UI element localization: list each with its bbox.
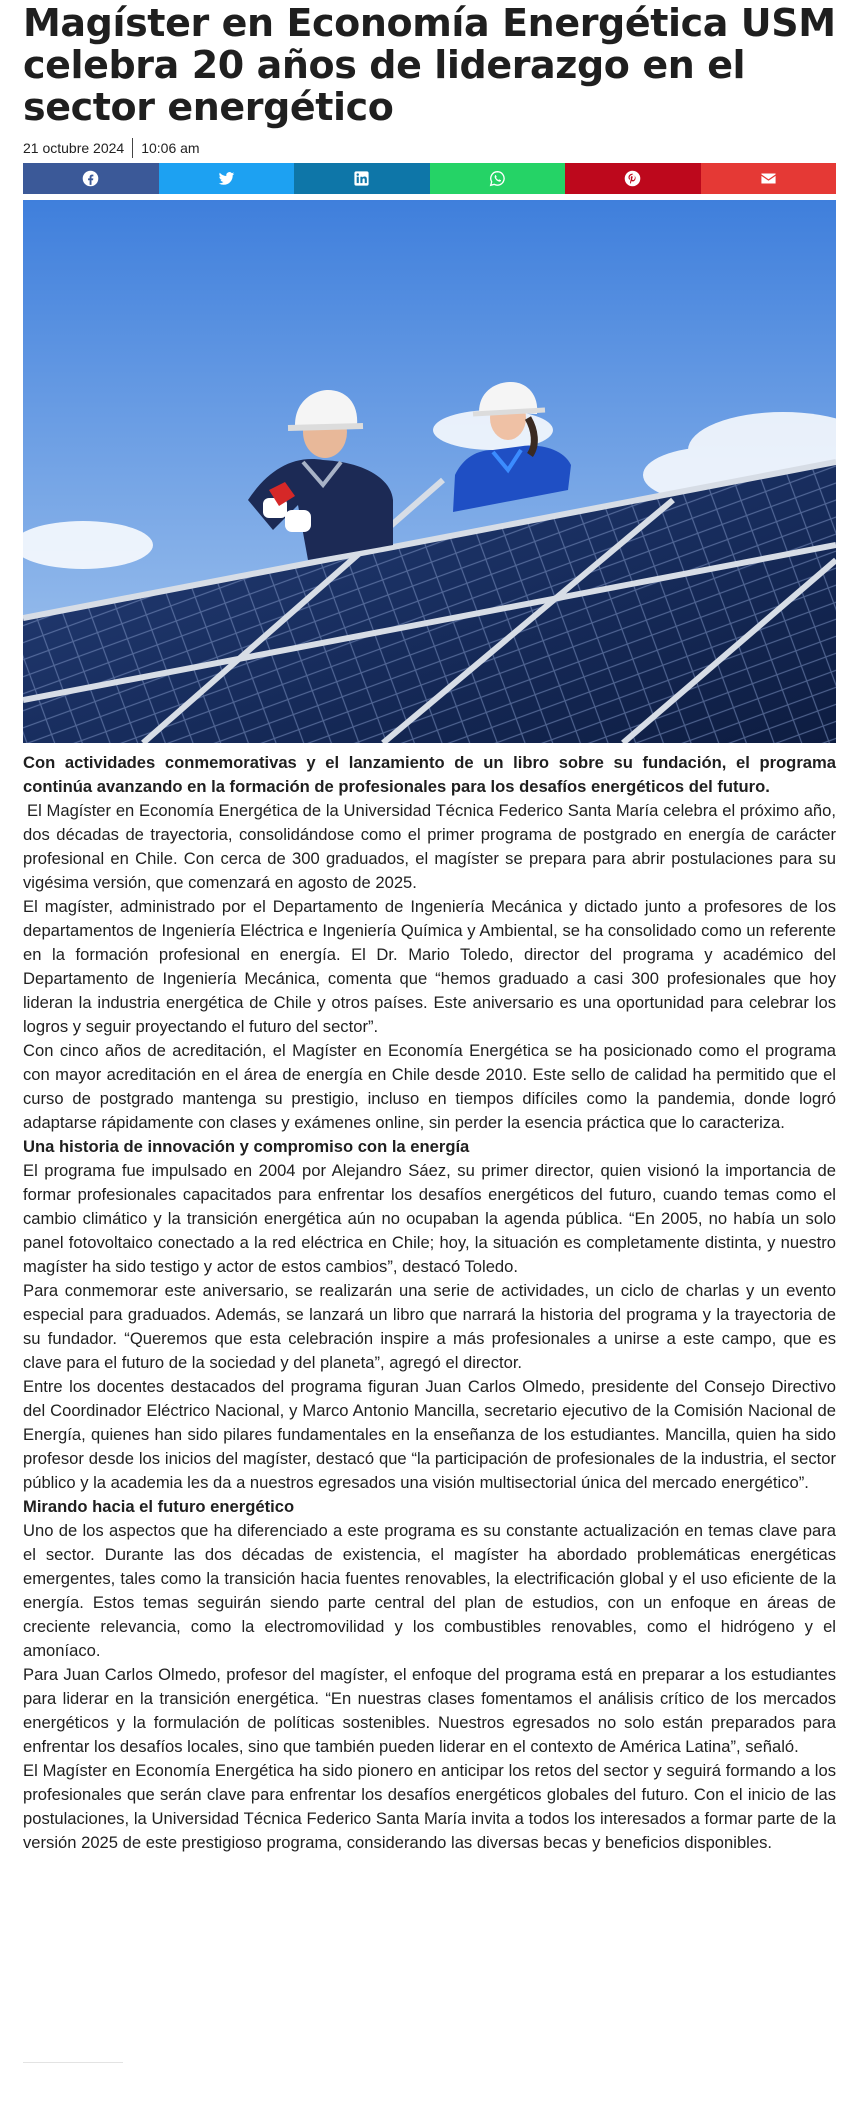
article-paragraph: El Magíster en Economía Energética de la Universidad Técnica Federico Santa María celebra el próximo año, dos décadas de trayectoria, consolidándose como el primer programa de postgrado en energía de carácter profesional en Chile. Con cerca de 300 graduados, el magíster se prepara para abrir postulaciones para su vigésima versión, que comenzará en agosto de 2025. [23, 801, 836, 892]
article-time: 10:06 am [141, 140, 200, 156]
footer-divider [23, 2062, 123, 2063]
email-icon [760, 170, 777, 187]
share-pinterest-button[interactable] [565, 163, 701, 194]
article-paragraph: Para Juan Carlos Olmedo, profesor del magíster, el enfoque del programa está en preparar a los estudiantes para liderar en la transición energética. “En nuestras clases fomentamos el análisis crítico de los mercados energéticos y la formulación de políticas sostenibles. Nuestros egresados no solo están preparados para enfrentar los desafíos locales, sino que también pueden liderar en el contexto de América Latina”, señaló. [23, 1665, 836, 1756]
section-heading-history: Una historia de innovación y compromiso con la energía [23, 1137, 470, 1156]
facebook-icon [82, 170, 99, 187]
article-body [23, 751, 836, 1855]
hero-image [23, 200, 836, 743]
article-paragraph: Uno de los aspectos que ha diferenciado a este programa es su constante actualización en temas clave para el sector. Durante las dos décadas de existencia, el magíster ha abordado problemáticas energéticas emergentes, tales como la transición hacia fuentes renovables, la electrificación global y el uso eficiente de la energía. Estos temas seguirán siendo parte central del plan de estudios, con un enfoque en áreas de creciente relevancia, como la electromovilidad y los combustibles renovables, como el hidrógeno y el amoníaco. [23, 1521, 836, 1660]
article-paragraph: El magíster, administrado por el Departamento de Ingeniería Mecánica y dictado junto a profesores de los departamentos de Ingeniería Eléctrica e Ingeniería Química y Ambiental, se ha consolidado como un referente en la formación profesional en energía. El Dr. Mario Toledo, director del programa y académico del Departamento de Ingeniería Mecánica, comenta que “hemos graduado a casi 300 profesionales que hoy lideran la industria energética de Chile y otros países. Este aniversario es una oportunidad para celebrar los logros y seguir proyectando el futuro del sector”. [23, 897, 836, 1036]
article-paragraph: El Magíster en Economía Energética ha sido pionero en anticipar los retos del sector y seguirá formando a los profesionales que serán clave para enfrentar los desafíos energéticos globales del futuro. Con el inicio de las postulaciones, la Universidad Técnica Federico Santa María invita a todos los interesados a formar parte de la versión 2025 de este prestigioso programa, considerando las diversas becas y beneficios disponibles. [23, 1761, 836, 1852]
share-twitter-button[interactable] [159, 163, 295, 194]
section-heading-future: Mirando hacia el futuro energético [23, 1497, 295, 1516]
linkedin-icon [353, 170, 370, 187]
pinterest-icon [624, 170, 641, 187]
article-title: Magíster en Economía Energética USM celebra 20 años de liderazgo en el sector energético [23, 1, 836, 129]
share-linkedin-button[interactable] [294, 163, 430, 194]
meta-divider [132, 138, 133, 158]
article-paragraph: Entre los docentes destacados del programa figuran Juan Carlos Olmedo, presidente del Consejo Directivo del Coordinador Eléctrico Nacional, y Marco Antonio Mancilla, secretario ejecutivo de la Comisión Nacional de Energía, quienes han sido pilares fundamentales en la enseñanza de los estudiantes. Mancilla, quien ha sido profesor desde los inicios del magíster, destacó que “la participación de profesionales de la industria, el sector público y la academia les da a nuestros egresados una visión multisectorial única del mercado energético”. [23, 1377, 836, 1492]
article-container [23, 0, 836, 1855]
article-lead: Con actividades conmemorativas y el lanzamiento de un libro sobre su fundación, el programa continúa avanzando en la formación de profesionales para los desafíos energéticos del futuro. [23, 753, 836, 796]
share-bar [23, 163, 836, 194]
article-date: 21 octubre 2024 [23, 140, 125, 156]
article-paragraph: Con cinco años de acreditación, el Magíster en Economía Energética se ha posicionado como el programa con mayor acreditación en el área de energía en Chile desde 2010. Este sello de calidad ha permitido que el curso de postgrado mantenga su prestigio, incluso en tiempos difíciles como la pandemia, donde logró adaptarse rápidamente con clases y exámenes online, sin perder la esencia práctica que lo caracteriza. [23, 1041, 836, 1132]
article-paragraph: Para conmemorar este aniversario, se realizarán una serie de actividades, un ciclo de charlas y un evento especial para graduados. Además, se lanzará un libro que narrará la historia del programa y la trayectoria de su fundador. “Queremos que esta celebración inspire a más profesionales a unirse a este campo, que es clave para el futuro de la sociedad y del planeta”, agregó el director. [23, 1281, 836, 1372]
share-facebook-button[interactable] [23, 163, 159, 194]
whatsapp-icon [489, 170, 506, 187]
share-whatsapp-button[interactable] [430, 163, 566, 194]
article-paragraph: El programa fue impulsado en 2004 por Alejandro Sáez, su primer director, quien visionó la importancia de formar profesionales capacitados para enfrentar los desafíos energéticos del futuro, cuando temas como el cambio climático y la transición energética aún no ocupaban la agenda pública. “En 2005, no había un solo panel fotovoltaico conectado a la red eléctrica en Chile; hoy, la situación es completamente distinta, y nuestro magíster ha sido testigo y actor de estos cambios”, destacó Toledo. [23, 1161, 836, 1276]
article-meta [23, 138, 836, 158]
twitter-icon [218, 170, 235, 187]
share-email-button[interactable] [701, 163, 837, 194]
